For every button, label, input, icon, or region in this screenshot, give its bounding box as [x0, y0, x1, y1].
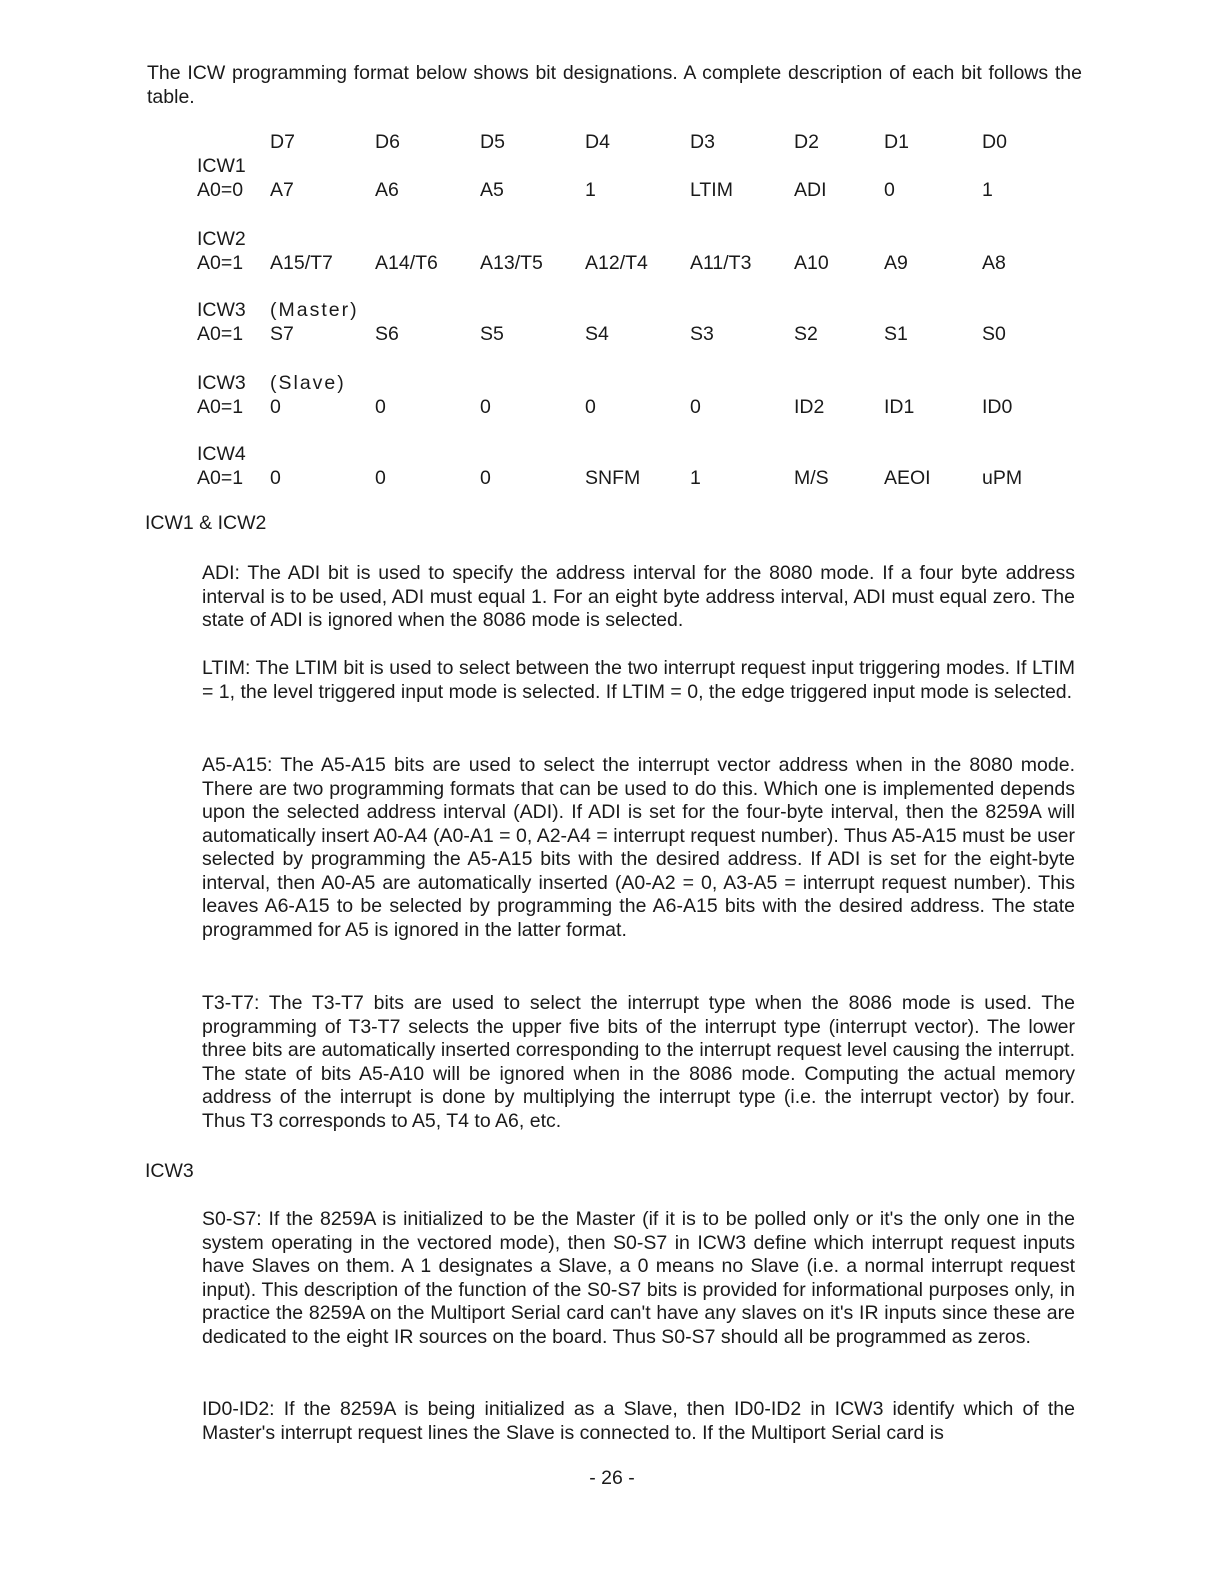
section-heading-icw3: ICW3: [145, 1160, 194, 1182]
table-cell: 0: [480, 467, 491, 489]
table-cell: AEOI: [884, 467, 931, 489]
page-number: - 26 -: [589, 1467, 635, 1489]
row-note: (Master): [270, 299, 359, 321]
table-cell: A13/T5: [480, 252, 543, 274]
table-cell: 0: [884, 179, 895, 201]
table-cell: ID0: [982, 396, 1013, 418]
table-row: [197, 323, 1042, 347]
paragraph-t3-t7: T3-T7: The T3-T7 bits are used to select the interrupt type when the 8086 mode is used. The programming of T3-T7 selects the upper five bits of the interrupt type (interrupt vector). The lower three bits are automatically inserted corresponding to the interrupt request level causing the interrupt. The state of bits A5-A10 will be ignored when in the 8086 mode. Computing the actual memory address of the interrupt is done by multiplying the interrupt type (i.e. the interrupt vector) by four. Thus T3 corresponds to A5, T4 to A6, etc.: [202, 992, 1075, 1132]
table-cell: 1: [585, 179, 596, 201]
table-cell: S7: [270, 323, 294, 345]
header-d3: D3: [690, 131, 715, 153]
row-title: ICW3: [197, 372, 246, 394]
table-cell: 0: [375, 396, 386, 418]
table-cell: S6: [375, 323, 399, 345]
table-cell: M/S: [794, 467, 829, 489]
table-cell: 0: [375, 467, 386, 489]
table-cell: uPM: [982, 467, 1023, 489]
table-row: [197, 467, 1042, 491]
table-cell: 1: [690, 467, 701, 489]
table-row-title: [197, 372, 1042, 396]
table-cell: S3: [690, 323, 714, 345]
table-cell: 0: [690, 396, 701, 418]
table-cell: ID2: [794, 396, 825, 418]
row-a0: A0=0: [197, 179, 244, 201]
table-cell: A7: [270, 179, 294, 201]
header-d4: D4: [585, 131, 610, 153]
table-cell: A8: [982, 252, 1006, 274]
table-row-title: [197, 299, 1042, 323]
table-cell: A10: [794, 252, 829, 274]
table-row: [197, 179, 1042, 203]
row-note: (Slave): [270, 372, 346, 394]
table-row: [197, 396, 1042, 420]
row-a0: A0=1: [197, 467, 244, 489]
row-a0: A0=1: [197, 323, 244, 345]
table-cell: 0: [480, 396, 491, 418]
table-cell: ID1: [884, 396, 915, 418]
table-cell: A12/T4: [585, 252, 648, 274]
table-cell: S0: [982, 323, 1006, 345]
table-row-title: [197, 155, 1042, 179]
table-cell: A11/T3: [690, 252, 752, 274]
table-cell: SNFM: [585, 467, 641, 489]
row-a0: A0=1: [197, 252, 244, 274]
paragraph-id0-id2: ID0-ID2: If the 8259A is being initialized as a Slave, then ID0-ID2 in ICW3 identify which of the Master's interrupt request lines the Slave is connected to. If the Multiport Serial card is: [202, 1398, 1075, 1444]
icw-format-table: [197, 131, 1042, 491]
table-cell: S4: [585, 323, 609, 345]
table-cell: A14/T6: [375, 252, 438, 274]
table-row-title: [197, 443, 1042, 467]
row-title: ICW3: [197, 299, 246, 321]
header-d7: D7: [270, 131, 295, 153]
paragraph-s0-s7: S0-S7: If the 8259A is initialized to be the Master (if it is to be polled only or it's the only one in the system operating in the vectored mode), then S0-S7 in ICW3 define which interrupt request inputs have Slaves on them. A 1 designates a Slave, a 0 means no Slave (i.e. a normal interrupt request input). This description of the function of the S0-S7 bits is provided for informational purposes only, in practice the 8259A on the Multiport Serial card can't have any slaves on it's IR inputs since these are dedicated to the eight IR sources on the board. Thus S0-S7 should all be programmed as zeros.: [202, 1208, 1075, 1348]
table-header-row: [197, 131, 1042, 155]
table-cell: A15/T7: [270, 252, 333, 274]
paragraph-a5-a15: A5-A15: The A5-A15 bits are used to select the interrupt vector address when in the 8080 mode. There are two programming formats that can be used to do this. Which one is implemented depends upon the selected address interval (ADI). If ADI is set for the four-byte interval, then the 8259A will automatically insert A0-A4 (A0-A1 = 0, A2-A4 = interrupt request number). Thus A5-A15 must be user selected by programming the A5-A15 bits with the desired address. If ADI is set for the eight-byte interval, then A0-A5 are automatically inserted (A0-A2 = 0, A3-A5 = interrupt request number). This leaves A6-A15 to be selected by programming the A6-A15 bits with the desired address. The state programmed for A5 is ignored in the latter format.: [202, 754, 1075, 941]
paragraph-ltim: LTIM: The LTIM bit is used to select between the two interrupt request input triggering modes. If LTIM = 1, the level triggered input mode is selected. If LTIM = 0, the edge triggered input mode is selected.: [202, 657, 1075, 703]
table-cell: LTIM: [690, 179, 733, 201]
section-heading-icw1-icw2: ICW1 & ICW2: [145, 512, 267, 534]
table-cell: 0: [585, 396, 596, 418]
header-d5: D5: [480, 131, 505, 153]
table-cell: S2: [794, 323, 818, 345]
table-cell: 0: [270, 467, 281, 489]
table-cell: 0: [270, 396, 281, 418]
table-cell: S5: [480, 323, 504, 345]
table-cell: S1: [884, 323, 908, 345]
table-cell: A5: [480, 179, 504, 201]
table-row-title: [197, 228, 1042, 252]
row-title: ICW2: [197, 228, 246, 250]
header-d2: D2: [794, 131, 819, 153]
table-cell: ADI: [794, 179, 827, 201]
row-title: ICW4: [197, 443, 246, 465]
row-title: ICW1: [197, 155, 246, 177]
paragraph-adi: ADI: The ADI bit is used to specify the address interval for the 8080 mode. If a four byte address interval is to be used, ADI must equal 1. For an eight byte address interval, ADI must equal zero. The state of ADI is ignored when the 8086 mode is selected.: [202, 562, 1075, 631]
row-a0: A0=1: [197, 396, 244, 418]
table-row: [197, 252, 1042, 276]
header-d0: D0: [982, 131, 1007, 153]
table-cell: A6: [375, 179, 399, 201]
header-d1: D1: [884, 131, 909, 153]
intro-paragraph: The ICW programming format below shows bit designations. A complete description of each bit follows the table.: [147, 62, 1082, 108]
table-cell: 1: [982, 179, 993, 201]
header-d6: D6: [375, 131, 400, 153]
table-cell: A9: [884, 252, 908, 274]
